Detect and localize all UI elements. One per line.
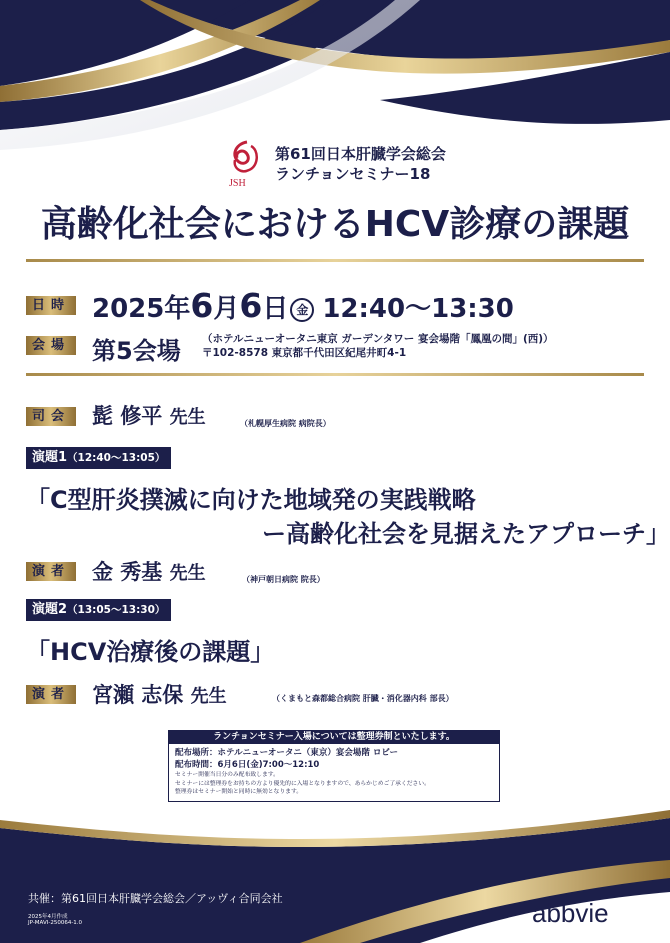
lecture-2-title: 「HCV治療後の課題」 [26,638,275,666]
date-label: 日時 [26,296,76,315]
sponsor-text: 共催：第61回日本肝臓学会総会／アッヴィ合同会社 [28,892,283,905]
divider [26,373,644,376]
speaker-2-affiliation: （くまもと森都総合病院 肝臓・消化器内科 部長） [272,694,454,703]
notice-place: 配布場所：ホテルニューオータニ（東京）宴会場階 ロビー [175,748,399,758]
chair-name: 髭 修平 先生 [92,404,206,428]
speaker-2-label: 演者 [26,685,76,704]
seminar-name: ランチョンセミナー18 [275,165,431,183]
speaker-1-label: 演者 [26,562,76,581]
logo-lettering: JSH [229,178,246,188]
date-month-suffix: 月 [213,294,240,324]
notice-time: 配布時間：6月6日(金)7:00～12:10 [175,760,320,770]
speaker-1-affiliation: （神戸朝日病院 院長） [242,575,325,584]
lecture-1-subtitle: ー高齢化社会を見据えたアプローチ」 [262,520,670,548]
notice-note-2: セミナーには整理券をお持ちの方より優先的に入場となりますので、あらかじめご了承ください。 [175,780,430,787]
notice-note-3: 整理券はセミナー開始と同時に無効となります。 [175,789,303,795]
congress-name: 第61回日本肝臓学会総会 [275,145,446,163]
chair-label: 司会 [26,407,76,426]
created-date: 2025年4月作成 [28,914,68,920]
lecture-1-tag: 演題1（12:40～13:05） [26,447,171,469]
lecture-2-tag: 演題2（13:05～13:30） [26,599,171,621]
ticket-notice [168,730,500,802]
lecture-1-title-line1: 「C型肝炎撲滅に向けた地域発の実践戦略 [26,486,476,514]
congress-header [225,140,446,188]
date-day-suffix: 日 [262,294,289,324]
date-month: 6 [190,286,214,325]
venue-name: 第5会場 [92,337,181,365]
venue-hotel: （ホテルニューオータニ東京 ガーデンタワー 宴会場階「鳳凰の間」(西)） [202,333,554,345]
page-title: 高齢化社会におけるHCV診療の課題 [40,204,630,245]
date-year: 2025年 [92,294,191,324]
event-date [92,286,514,325]
notice-note-1: セミナー開催当日分のみ配布致します。 [175,772,279,778]
venue-detail [202,332,554,360]
date-day: 6 [239,286,263,325]
jsh-logo-icon [225,140,267,188]
event-time: 12:40～13:30 [322,294,514,324]
notice-heading: ランチョンセミナー入場については整理券制といたします。 [169,731,499,744]
abbvie-logo: abbvie [532,898,609,928]
venue-address: 〒102-8578 東京都千代田区紀尾井町4-1 [202,347,407,359]
chair-affiliation: （札幌厚生病院 病院長） [240,419,331,428]
speaker-2-name: 宮瀬 志保 先生 [92,683,227,707]
speaker-1-name: 金 秀基 先生 [92,560,206,584]
weekday-badge: 金 [290,298,314,322]
venue-label: 会場 [26,336,76,355]
divider [26,259,644,262]
document-code: JP-MAVI-250064-1.0 [28,920,83,926]
